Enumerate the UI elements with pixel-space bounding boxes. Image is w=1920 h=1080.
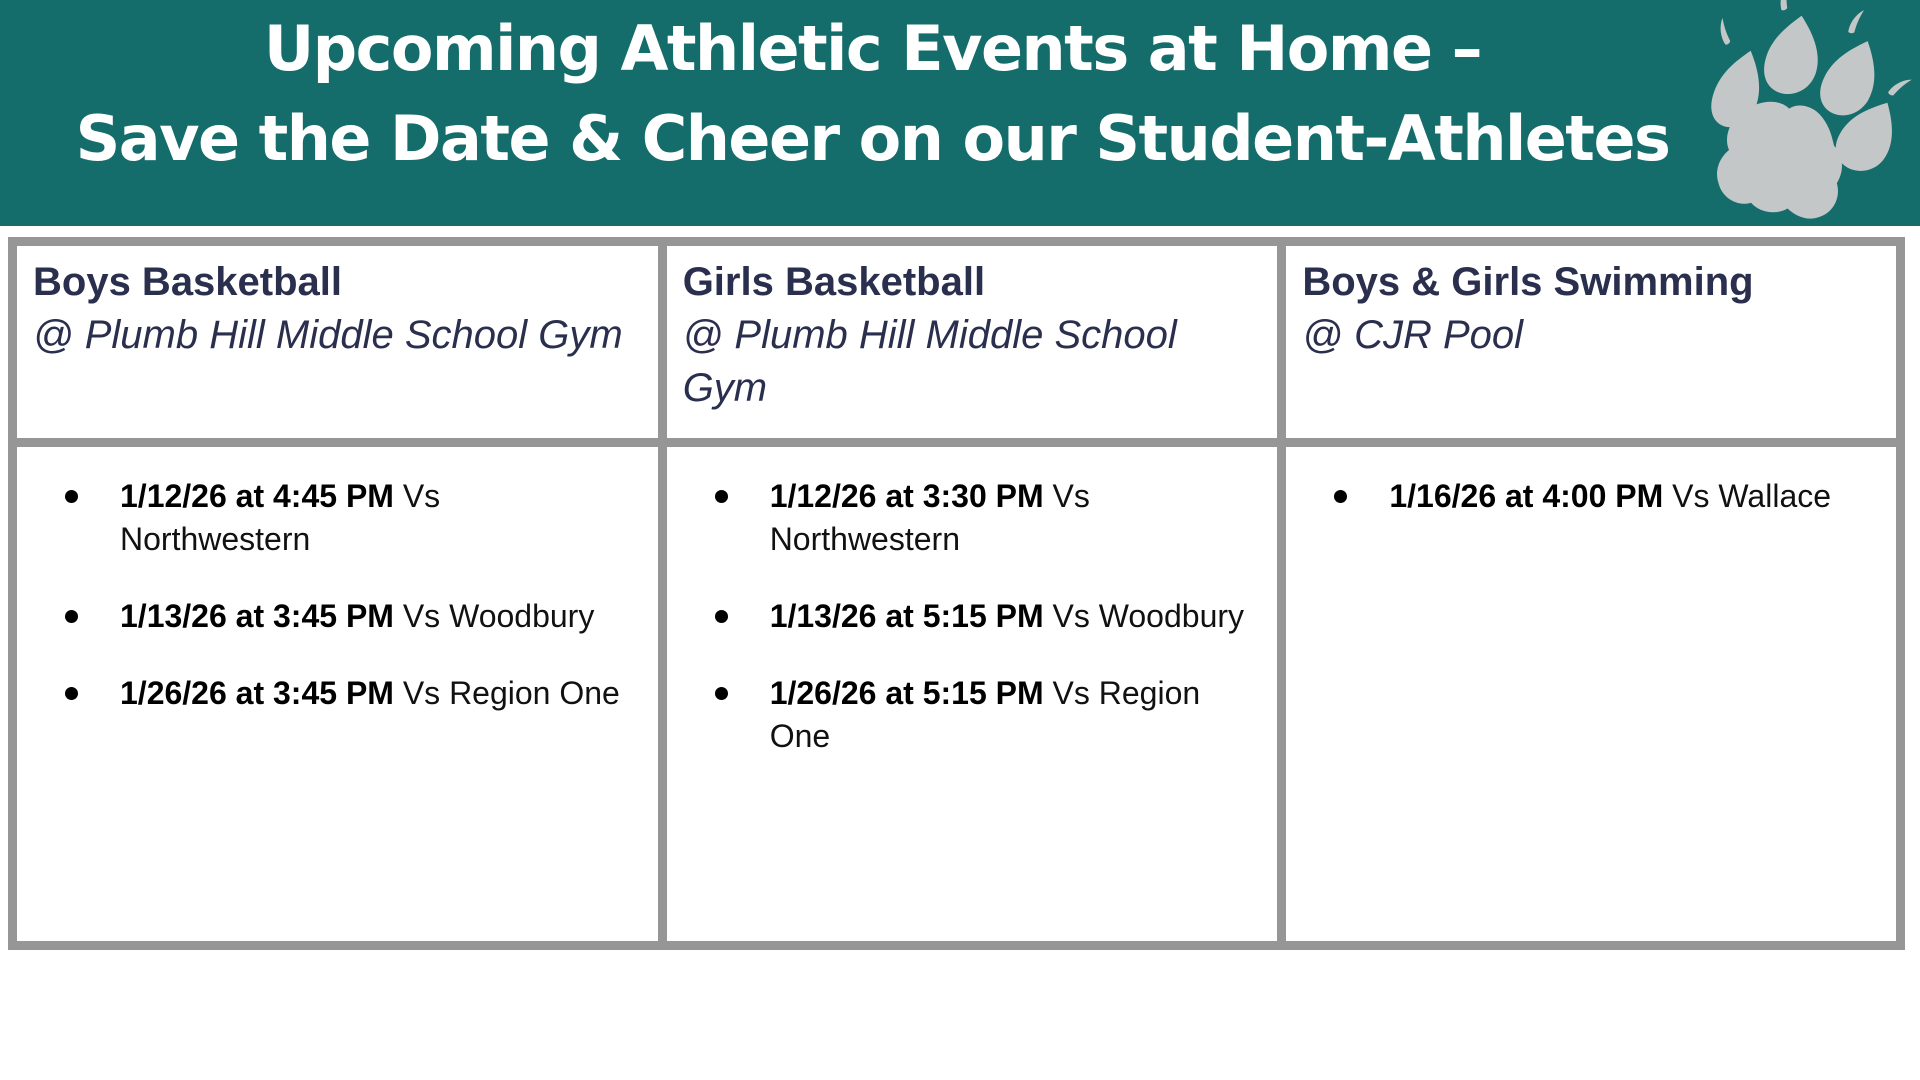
event-item [667, 672, 1270, 758]
event-datetime: 1/16/26 at 4:00 PM [1389, 478, 1664, 514]
column-header-girls-basketball [667, 246, 1278, 438]
event-item [1286, 475, 1888, 518]
sport-location: @ Plumb Hill Middle School Gym [682, 313, 1177, 410]
events-table [8, 237, 1905, 950]
event-item [17, 672, 650, 715]
paw-print-icon [1680, 0, 1920, 226]
event-datetime: 1/12/26 at 3:30 PM [769, 478, 1044, 514]
sport-title: Boys Basketball [33, 260, 343, 304]
event-opponent: Vs Wallace [1672, 478, 1832, 514]
column-events-swimming [1286, 447, 1896, 941]
event-opponent: Vs Northwestern [120, 478, 441, 557]
sport-location: @ CJR Pool [1302, 313, 1524, 357]
event-item [667, 475, 1270, 561]
event-datetime: 1/26/26 at 5:15 PM [769, 675, 1044, 711]
event-datetime: 1/26/26 at 3:45 PM [120, 675, 394, 711]
column-events-girls-basketball [667, 447, 1278, 941]
event-list [1286, 475, 1888, 518]
event-opponent: Vs Region One [769, 675, 1201, 754]
event-list [667, 475, 1270, 758]
sport-location: @ Plumb Hill Middle School Gym [33, 313, 623, 357]
banner-title-line2: Save the Date & Cheer on our Student-Athletes [75, 102, 1670, 175]
banner-title [0, 4, 1745, 184]
event-opponent: Vs Woodbury [1052, 598, 1245, 634]
banner [0, 0, 1920, 226]
event-datetime: 1/13/26 at 3:45 PM [120, 598, 394, 634]
event-list [17, 475, 650, 715]
event-item [17, 595, 650, 638]
event-datetime: 1/12/26 at 4:45 PM [120, 478, 394, 514]
sport-title: Girls Basketball [682, 260, 986, 304]
column-header-boys-basketball [17, 246, 658, 438]
event-opponent: Vs Woodbury [402, 598, 595, 634]
banner-title-line1: Upcoming Athletic Events at Home – [263, 12, 1482, 85]
column-header-swimming [1286, 246, 1896, 438]
event-item [667, 595, 1270, 638]
sport-title: Boys & Girls Swimming [1302, 260, 1754, 304]
event-item [17, 475, 650, 561]
event-opponent: Vs Region One [402, 675, 620, 711]
event-opponent: Vs Northwestern [769, 478, 1090, 557]
event-datetime: 1/13/26 at 5:15 PM [769, 598, 1044, 634]
column-events-boys-basketball [17, 447, 658, 941]
